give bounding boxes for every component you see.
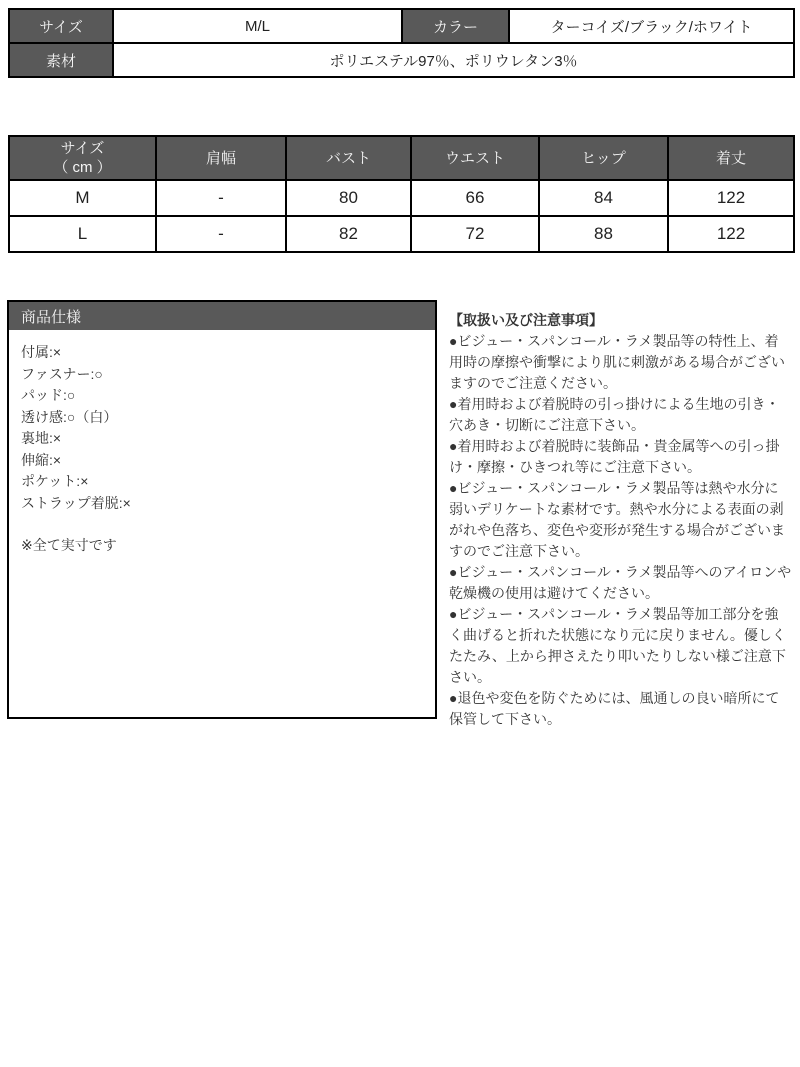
- precaution-item: ●退色や変色を防ぐためには、風通しの良い暗所にて保管して下さい。: [449, 690, 780, 727]
- header-length: 着丈: [668, 136, 794, 180]
- spec-item: 透け感:○（白）: [21, 408, 118, 425]
- precaution-item: ●着用時および着脱時の引っ掛けによる生地の引き・穴あき・切断にご注意下さい。: [449, 396, 780, 433]
- color-value-cell: ターコイズ/ブラック/ホワイト: [509, 9, 794, 43]
- color-label-cell: カラー: [402, 9, 509, 43]
- header-shoulder: 肩幅: [156, 136, 286, 180]
- size-chart-table: [8, 135, 795, 253]
- spec-item: ファスナー:○: [21, 365, 103, 382]
- precaution-item: ●ビジュー・スパンコール・ラメ製品等は熱や水分に弱いデリケートな素材です。熱や水分による表面の剥がれや色落ち、変色や変形が発生する場合がございますのでご注意下さい。: [449, 480, 785, 559]
- spec-item: ストラップ着脱:×: [21, 494, 131, 511]
- cell-bust: 82: [286, 216, 411, 252]
- cell-hip: 88: [539, 216, 668, 252]
- cell-shoulder: -: [156, 180, 286, 216]
- material-label-cell: 素材: [9, 43, 113, 77]
- header-size-line1: サイズ: [60, 140, 105, 157]
- precaution-item: ●ビジュー・スパンコール・ラメ製品等へのアイロンや乾燥機の使用は避けてください。: [449, 564, 792, 601]
- precaution-item: ●ビジュー・スパンコール・ラメ製品等加工部分を強く曲げると折れた状態になり元に戻りません。優しくたたみ、上から押さえたり叩いたりしない様ご注意下さい。: [449, 606, 786, 685]
- spec-item: ポケット:×: [21, 473, 89, 489]
- cell-length: 122: [668, 180, 794, 216]
- header-size-cm: [9, 136, 156, 180]
- info-row-size-color: [9, 9, 794, 43]
- cell-size: L: [9, 216, 156, 252]
- header-size-line2: （ cm ）: [53, 159, 112, 176]
- product-info-table: [8, 8, 795, 78]
- cell-waist: 72: [411, 216, 539, 252]
- spec-item: 伸縮:×: [21, 451, 62, 468]
- cell-shoulder: -: [156, 216, 286, 252]
- lower-section: [7, 300, 792, 730]
- size-chart-header-row: [9, 136, 794, 180]
- cell-size: M: [9, 180, 156, 216]
- product-spec-box: [7, 300, 437, 719]
- header-waist: ウエスト: [411, 136, 539, 180]
- size-chart-row-l: [9, 216, 794, 252]
- precaution-item: ●ビジュー・スパンコール・ラメ製品等の特性上、着用時の摩擦や衝撃により肌に刺激がある場合がございますのでご注意ください。: [449, 333, 785, 391]
- spec-item: 裏地:×: [21, 430, 62, 446]
- cell-waist: 66: [411, 180, 539, 216]
- material-value-cell: ポリエステル97％、ポリウレタン3％: [113, 43, 794, 77]
- header-hip: ヒップ: [539, 136, 668, 180]
- size-value-cell: M/L: [113, 9, 402, 43]
- size-chart-row-m: [9, 180, 794, 216]
- spec-item: 付属:×: [21, 344, 62, 360]
- precautions-title: 【取扱い及び注意事項】: [449, 312, 603, 328]
- spec-item: パッド:○: [21, 387, 76, 403]
- cell-length: 122: [668, 216, 794, 252]
- precautions-section: [449, 300, 792, 730]
- size-label-cell: サイズ: [9, 9, 113, 43]
- header-bust: バスト: [286, 136, 411, 180]
- cell-hip: 84: [539, 180, 668, 216]
- spec-note: ※全て実寸です: [21, 537, 117, 553]
- product-spec-title: 商品仕様: [9, 302, 435, 330]
- info-row-material: [9, 43, 794, 77]
- product-spec-list: [9, 330, 435, 557]
- cell-bust: 80: [286, 180, 411, 216]
- precaution-item: ●着用時および着脱時に装飾品・貴金属等への引っ掛け・摩擦・ひきつれ等にご注意下さい。: [449, 438, 780, 475]
